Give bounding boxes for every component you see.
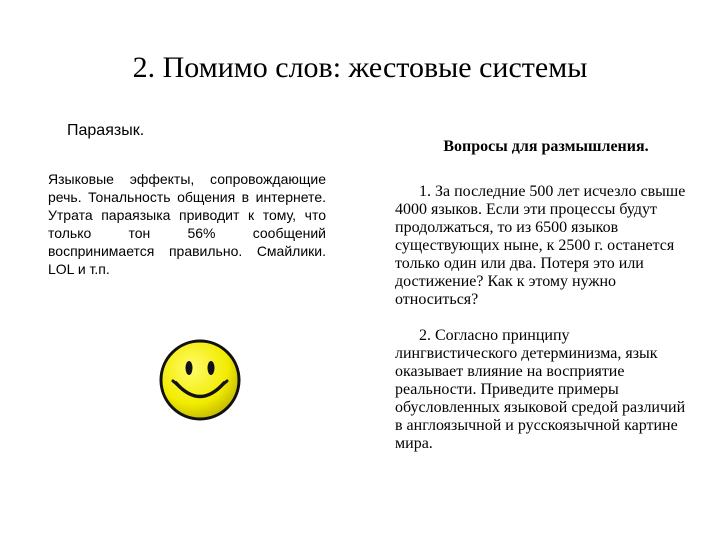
left-body-text: Языковые эффекты, сопровождающие речь. Тональность общения в интернете. Утрата параязыка приводит к тому, что только тон 56% сообщений воспринимается правильно. Смайлики. LOL и т.п. [48,171,326,277]
left-heading: Параязык. [67,122,145,139]
smiley-face-icon [158,338,242,422]
question-2-text: 2. Согласно принципу лингвистического детерминизма, язык оказывает влияние на восприятие реальности. Приведите примеры обусловленных языковой средой различий в англоязычной и русскоязычной картине мира. [395,327,686,452]
question-2 [395,327,695,453]
questions-heading: Вопросы для размышления. [443,138,649,155]
slide-title: 2. Помимо слов: жестовые системы [132,51,588,84]
question-1 [395,183,695,309]
question-1-text: 1. За последние 500 лет исчезло свыше 4000 языков. Если эти процессы будут продолжаться, то из 6500 языков существующих ныне, к 2500 г. останется только один или два. Потеря это или достижение? Как к этому нужно относиться? [395,183,686,308]
